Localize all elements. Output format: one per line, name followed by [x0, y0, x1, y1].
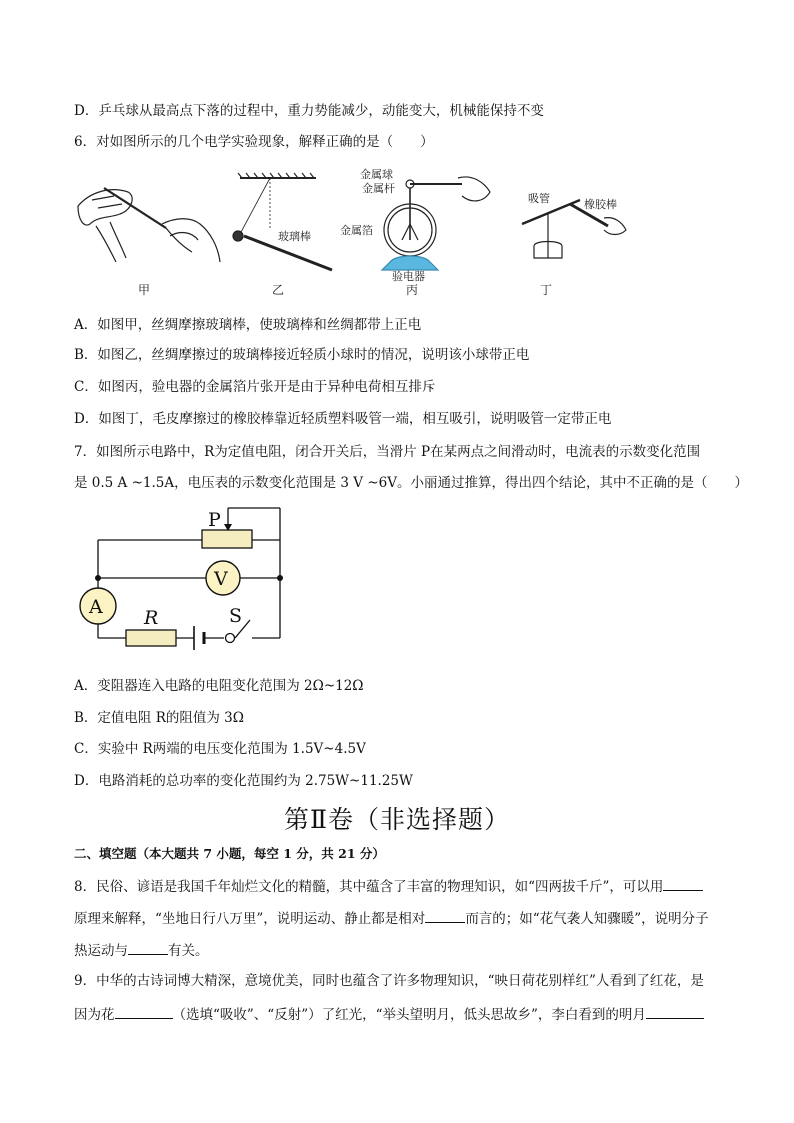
q8-line1 — [74, 876, 724, 896]
q8-text-4: 热运动与 — [74, 943, 128, 959]
q6-option-a: A．如图甲，丝绸摩擦玻璃棒，使玻璃棒和丝绸都带上正电 — [74, 317, 422, 333]
label-v: V — [214, 568, 228, 590]
q8-text-3: 而言的；如“花气袭人知骤暖”，说明分子 — [465, 911, 709, 927]
q6-stem: 6．对如图所示的几个电学实验现象，解释正确的是（ ） — [74, 134, 434, 150]
q7-option-a: A．变阻器连入电路的电阻变化范围为 2Ω~12Ω — [74, 678, 364, 694]
label-metal-ball: 金属球 — [360, 168, 393, 181]
part-two-title: 第Ⅱ卷（非选择题） — [284, 805, 510, 834]
q9-line2 — [74, 1004, 724, 1024]
q8-line3 — [74, 940, 724, 960]
q8-text-1: 8．民俗、谚语是我国千年灿烂文化的精髓，其中蕴含了丰富的物理知识，如“四两拔千斤”，可以用 — [74, 879, 664, 895]
q6-figure — [70, 166, 650, 298]
q9-blank-1[interactable] — [115, 1004, 173, 1019]
q6-option-c: C．如图丙，验电器的金属箔片张开是由于异种电荷相互排斥 — [74, 379, 436, 395]
q8-blank-2[interactable] — [425, 908, 465, 923]
label-p: P — [208, 509, 221, 531]
figure-yi — [233, 173, 332, 270]
panel-label-yi: 乙 — [272, 283, 285, 297]
q7-stem-line2: 是 0.5 A ~1.5A，电压表的示数变化范围是 3 V ~6V。小丽通过推算，得出四个结论，其中不正确的是（ ） — [74, 475, 748, 491]
label-s: S — [229, 605, 243, 627]
q9-line1: 9．中华的古诗词博大精深，意境优美，同时也蕴含了许多物理知识，“映日荷花别样红”人看到了红花，是 — [74, 973, 704, 989]
q8-text-2: 原理来解释，“坐地日行八万里”，说明运动、静止都是相对 — [74, 911, 426, 927]
rheostat — [202, 530, 252, 548]
q7-stem-line1: 7．如图所示电路中，R为定值电阻，闭合开关后，当滑片 P在某两点之间滑动时，电流表的示数变化范围 — [74, 444, 701, 460]
panel-label-bing: 丙 — [406, 283, 419, 297]
q9-blank-2[interactable] — [646, 1004, 704, 1019]
label-r: R — [144, 607, 159, 629]
section-header: 二、填空题（本大题共 7 小题，每空 1 分，共 21 分） — [74, 846, 385, 861]
label-a: A — [89, 596, 103, 618]
panel-label-ding: 丁 — [540, 283, 553, 297]
q8-blank-3[interactable] — [128, 940, 168, 955]
q5-option-d: D．乒乓球从最高点下落的过程中，重力势能减少，动能变大，机械能保持不变 — [74, 103, 544, 119]
figure-bing — [382, 177, 490, 270]
label-rubber-rod: 橡胶棒 — [584, 198, 617, 211]
q8-line2 — [74, 908, 724, 928]
label-metal-rod: 金属杆 — [362, 182, 395, 195]
label-metal-foil: 金属箔 — [340, 224, 373, 237]
figure-jia — [78, 188, 220, 262]
q7-option-d: D．电路消耗的总功率的变化范围约为 2.75W~11.25W — [74, 773, 413, 789]
panel-label-jia: 甲 — [138, 283, 151, 297]
q6-option-d: D．如图丁，毛皮摩擦过的橡胶棒靠近轻质塑料吸管一端，相互吸引，说明吸管一定带正电 — [74, 411, 612, 427]
q9-text-1: 因为花 — [74, 1007, 115, 1023]
label-glass-rod: 玻璃棒 — [278, 230, 311, 243]
q9-text-2: （选填“吸收”、“反射”）了红光，“举头望明月，低头思故乡”，李白看到的明月 — [172, 1007, 646, 1023]
resistor-r — [126, 630, 176, 646]
q7-circuit-diagram — [74, 504, 294, 652]
label-electroscope: 验电器 — [392, 270, 425, 283]
q6-option-b: B．如图乙，丝绸摩擦过的玻璃棒接近轻质小球时的情况，说明该小球带正电 — [74, 347, 530, 363]
q7-option-b: B．定值电阻 R的阻值为 3Ω — [74, 710, 244, 726]
q7-option-c: C．实验中 R两端的电压变化范围为 1.5V~4.5V — [74, 741, 366, 757]
q8-text-5: 有关。 — [168, 943, 209, 959]
q8-blank-1[interactable] — [663, 876, 703, 891]
label-straw: 吸管 — [528, 192, 550, 205]
